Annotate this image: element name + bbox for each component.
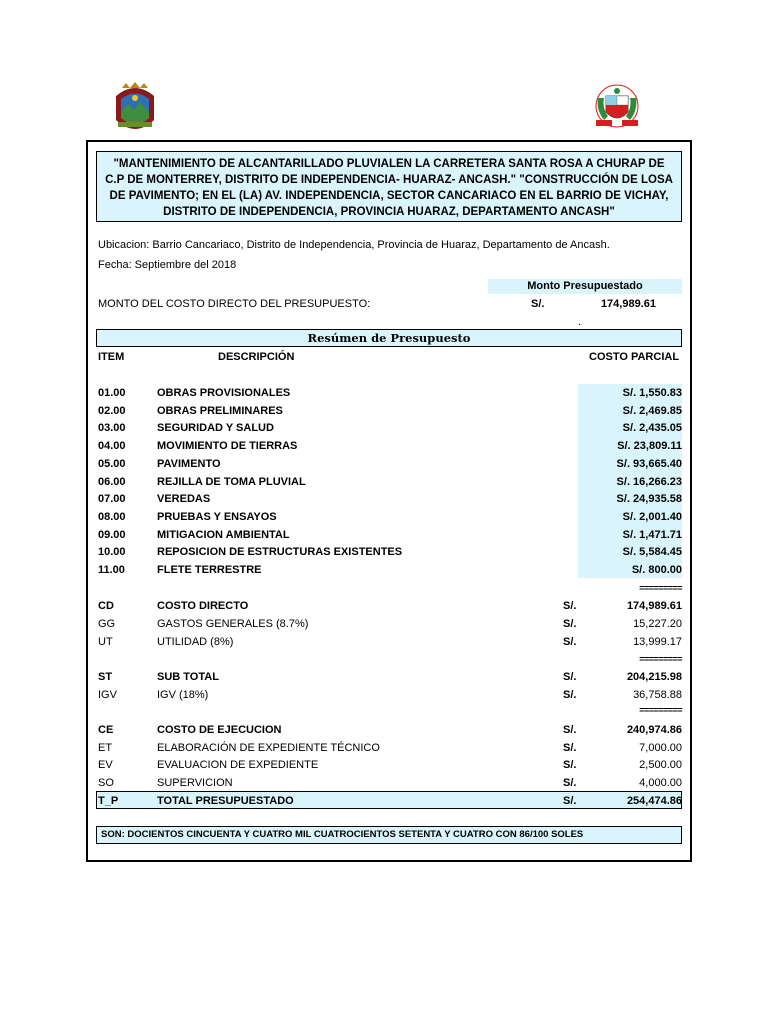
summary-amount: 174,989.61	[626, 600, 682, 612]
summary-amount: 254,474.86	[626, 795, 682, 807]
amount-in-words: SON: DOCIENTOS CINCUENTA Y CUATRO MIL CUATROCIENTOS SETENTA Y CUATRO CON 86/100 SOLES	[96, 826, 682, 844]
summary-amount: 204,215.98	[626, 671, 682, 683]
summary-code: ET	[98, 742, 113, 754]
resumen-title: Resúmen de Presupuesto	[96, 329, 682, 347]
monto-label: MONTO DEL COSTO DIRECTO DEL PRESUPUESTO:	[98, 298, 371, 310]
fecha-text: Fecha: Septiembre del 2018	[98, 259, 237, 271]
col-cost-header: COSTO PARCIAL	[589, 351, 680, 363]
item-description: MOVIMIENTO DE TIERRAS	[157, 440, 298, 452]
item-description: SEGURIDAD Y SALUD	[157, 422, 274, 434]
item-code: 03.00	[98, 422, 126, 434]
monto-presupuestado-header: Monto Presupuestado	[527, 280, 643, 292]
project-title: "MANTENIMIENTO DE ALCANTARILLADO PLUVIALEN LA CARRETERA SANTA ROSA A CHURAP DE C.P DE MONTERREY, DISTRITO DE INDEPENDENCIA- HUARAZ- ANCASH." "CONSTRUCCIÓN DE LOSA DE PAVIMENTO; EN EL (LA) AV. INDEPENDENCIA, SECTOR CANCARIACO EN EL BARRIO DE VICHAY, DISTRITO DE INDEPENDENCIA, PROVINCIA HUARAZ, DEPARTAMENTO ANCASH"	[96, 151, 682, 222]
item-code: 07.00	[98, 493, 126, 505]
table-row	[0, 456, 768, 474]
monto-value: 174,989.61	[600, 298, 656, 310]
summary-code: ST	[98, 671, 113, 683]
summary-code: CD	[98, 600, 114, 612]
summary-currency: S/.	[563, 636, 577, 648]
summary-currency: S/.	[563, 618, 577, 630]
summary-description: UTILIDAD (8%)	[157, 636, 234, 648]
item-amount: S/. 24,935.58	[616, 493, 682, 505]
item-amount: S/. 93,665.40	[616, 458, 682, 470]
summary-amount: 4,000.00	[639, 777, 682, 789]
stray-dot: .	[578, 316, 582, 328]
monto-currency: S/.	[531, 298, 545, 310]
item-amount: S/. 1,550.83	[622, 387, 682, 399]
table-row	[0, 491, 768, 509]
summary-currency: S/.	[563, 742, 577, 754]
table-row	[0, 527, 768, 545]
item-code: 01.00	[98, 387, 126, 399]
summary-amount: 36,758.88	[633, 689, 682, 701]
item-description: PAVIMENTO	[157, 458, 221, 470]
summary-amount: 13,999.17	[633, 636, 682, 648]
summary-code: SO	[98, 777, 114, 789]
summary-description: SUPERVICION	[157, 777, 233, 789]
item-code: 09.00	[98, 529, 126, 541]
summary-description: ELABORACIÓN DE EXPEDIENTE TÉCNICO	[157, 742, 380, 754]
summary-currency: S/.	[563, 777, 577, 789]
summary-code: EV	[98, 759, 113, 771]
item-description: REPOSICION DE ESTRUCTURAS EXISTENTES	[157, 546, 403, 558]
item-description: PRUEBAS Y ENSAYOS	[157, 511, 277, 523]
summary-row	[0, 616, 768, 634]
table-row	[0, 438, 768, 456]
table-row	[0, 509, 768, 527]
item-amount: S/. 1,471.71	[622, 529, 682, 541]
item-code: 04.00	[98, 440, 126, 452]
summary-description: TOTAL PRESUPUESTADO	[157, 795, 294, 807]
col-desc-header: DESCRIPCIÓN	[218, 351, 295, 363]
summary-row	[0, 775, 768, 793]
summary-amount: 15,227.20	[633, 618, 682, 630]
item-description: OBRAS PRELIMINARES	[157, 405, 283, 417]
summary-code: T_P	[98, 795, 119, 807]
summary-currency: S/.	[563, 724, 577, 736]
item-description: VEREDAS	[157, 493, 211, 505]
item-code: 10.00	[98, 546, 126, 558]
item-code: 06.00	[98, 476, 126, 488]
summary-currency: S/.	[563, 759, 577, 771]
summary-currency: S/.	[563, 689, 577, 701]
item-amount: S/. 16,266.23	[616, 476, 682, 488]
item-description: MITIGACION AMBIENTAL	[157, 529, 290, 541]
summary-description: COSTO DE EJECUCION	[157, 724, 282, 736]
item-code: 08.00	[98, 511, 126, 523]
separator-line: =========	[639, 705, 682, 715]
table-row	[0, 474, 768, 492]
summary-code: GG	[98, 618, 116, 630]
table-row	[0, 562, 768, 580]
item-code: 02.00	[98, 405, 126, 417]
summary-row	[0, 687, 768, 705]
summary-description: COSTO DIRECTO	[157, 600, 249, 612]
summary-row	[0, 669, 768, 687]
table-row	[0, 420, 768, 438]
item-amount: S/. 23,809.11	[617, 440, 682, 452]
item-amount: S/. 2,435.05	[622, 422, 682, 434]
summary-amount: 240,974.86	[626, 724, 682, 736]
summary-amount: 2,500.00	[639, 759, 682, 771]
summary-currency: S/.	[563, 795, 577, 807]
summary-description: SUB TOTAL	[157, 671, 219, 683]
item-amount: S/. 2,001.40	[622, 511, 682, 523]
summary-currency: S/.	[563, 671, 577, 683]
summary-row	[0, 757, 768, 775]
item-amount: S/. 5,584.45	[622, 546, 682, 558]
municipal-shield-icon	[112, 80, 158, 138]
summary-row	[0, 722, 768, 740]
ubicacion-text: Ubicacion: Barrio Cancariaco, Distrito de Independencia, Provincia de Huaraz, Departamento de Ancash.	[98, 239, 610, 251]
summary-currency: S/.	[563, 600, 577, 612]
separator-line: =========	[639, 654, 682, 664]
summary-amount: 7,000.00	[639, 742, 682, 754]
item-description: FLETE TERRESTRE	[157, 564, 262, 576]
summary-code: CE	[98, 724, 114, 736]
table-row	[0, 403, 768, 421]
item-code: 05.00	[98, 458, 126, 470]
summary-row	[0, 793, 768, 811]
table-row	[0, 385, 768, 403]
separator-line: =========	[639, 583, 682, 593]
summary-row	[0, 598, 768, 616]
summary-row	[0, 634, 768, 652]
item-amount: S/. 2,469.85	[622, 405, 682, 417]
summary-code: IGV	[98, 689, 117, 701]
peru-coat-of-arms-icon	[592, 82, 642, 134]
item-description: REJILLA DE TOMA PLUVIAL	[157, 476, 306, 488]
table-row	[0, 544, 768, 562]
item-description: OBRAS PROVISIONALES	[157, 387, 291, 399]
summary-description: GASTOS GENERALES (8.7%)	[157, 618, 309, 630]
summary-code: UT	[98, 636, 113, 648]
col-item-header: ITEM	[98, 351, 125, 363]
summary-row	[0, 740, 768, 758]
summary-description: IGV (18%)	[157, 689, 209, 701]
item-amount: S/. 800.00	[631, 564, 682, 576]
summary-description: EVALUACION DE EXPEDIENTE	[157, 759, 319, 771]
item-code: 11.00	[98, 564, 125, 576]
